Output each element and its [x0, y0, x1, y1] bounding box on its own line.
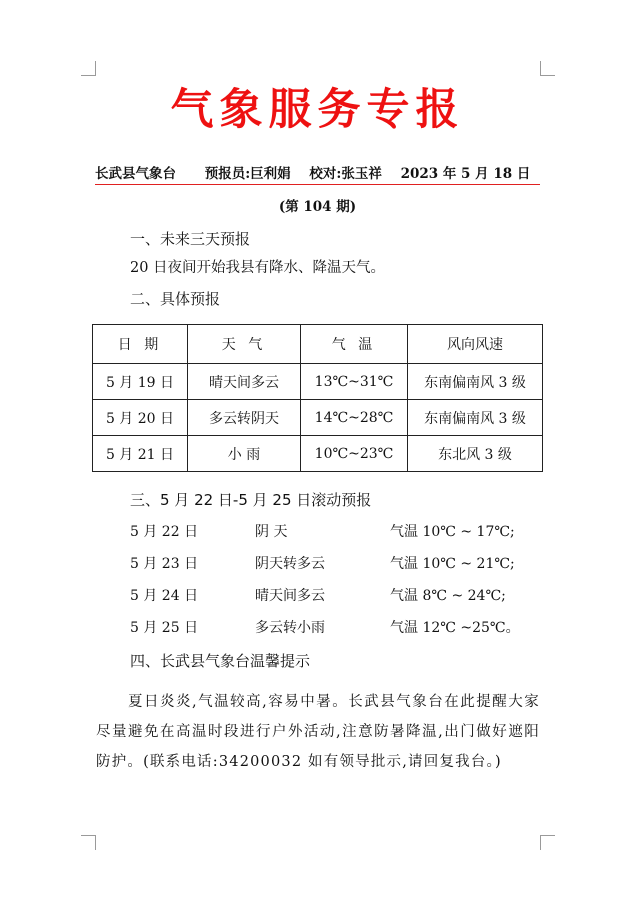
report-title: 气象服务专报: [170, 85, 465, 135]
rolling-date: 5 月 22 日: [130, 524, 199, 540]
table-cell: 东南偏南风 3 级: [408, 364, 543, 400]
rolling-date: 5 月 25 日: [130, 620, 199, 636]
rolling-weather: 晴天间多云: [255, 588, 325, 604]
table-row: [93, 364, 543, 400]
table-cell: 5 月 20 日: [93, 400, 188, 436]
table-cell: 小 雨: [188, 436, 301, 472]
table-cell: 14℃~28℃: [301, 400, 408, 436]
rolling-temp: 气温 10℃ ~ 21℃;: [390, 556, 515, 572]
table-header-cell: 风向风速: [408, 325, 543, 364]
forecast-table: [92, 324, 543, 472]
section-heading-3: 三、5 月 22 日-5 月 25 日滚动预报: [130, 491, 372, 509]
table-header-row: [93, 325, 543, 364]
table-cell: 5 月 19 日: [93, 364, 188, 400]
section-heading-4: 四、长武县气象台温馨提示: [130, 652, 311, 670]
table-cell: 13℃~31℃: [301, 364, 408, 400]
table-row: [93, 436, 543, 472]
reminder-paragraph: 夏日炎炎,气温较高,容易中暑。长武县气象台在此提醒大家尽量避免在高温时段进行户外活动,注意防暑降温,出门做好遮阳防护。(联系电话:34200032 如有领导批示,请回复我台。): [96, 694, 540, 770]
proofreader: 校对:张玉祥: [309, 166, 382, 182]
page-corner-mark: [81, 61, 96, 76]
page-corner-mark: [540, 61, 555, 76]
table-cell: 10℃~23℃: [301, 436, 408, 472]
three-day-summary: 20 日夜间开始我县有降水、降温天气。: [130, 260, 386, 276]
table-cell: 东南偏南风 3 级: [408, 400, 543, 436]
table-cell: 多云转阴天: [188, 400, 301, 436]
forecaster: 预报员:巨利娟: [204, 166, 291, 182]
table-row: [93, 400, 543, 436]
rolling-temp: 气温 8℃ ~ 24℃;: [390, 588, 506, 604]
org-name: 长武县气象台: [95, 166, 176, 182]
rolling-date: 5 月 24 日: [130, 588, 199, 604]
table-header-cell: 气 温: [301, 325, 408, 364]
rolling-temp: 气温 12℃ ~25℃。: [390, 620, 520, 636]
issue-number: (第 104 期): [278, 199, 357, 215]
rolling-weather: 多云转小雨: [255, 620, 325, 636]
page-corner-mark: [81, 835, 96, 850]
rolling-weather: 阴天转多云: [255, 556, 325, 572]
table-cell: 5 月 21 日: [93, 436, 188, 472]
rolling-temp: 气温 10℃ ~ 17℃;: [390, 524, 515, 540]
page-corner-mark: [540, 835, 555, 850]
section-heading-2: 二、具体预报: [130, 290, 221, 308]
rolling-date: 5 月 23 日: [130, 556, 199, 572]
table-header-cell: 日 期: [93, 325, 188, 364]
table-cell: 东北风 3 级: [408, 436, 543, 472]
red-divider: [95, 184, 540, 185]
table-cell: 晴天间多云: [188, 364, 301, 400]
section-heading-1: 一、未来三天预报: [130, 230, 251, 248]
table-header-cell: 天 气: [188, 325, 301, 364]
rolling-weather: 阴 天: [255, 524, 288, 540]
issuer-line: [95, 164, 540, 184]
report-date: 2023 年 5 月 18 日: [400, 166, 531, 182]
